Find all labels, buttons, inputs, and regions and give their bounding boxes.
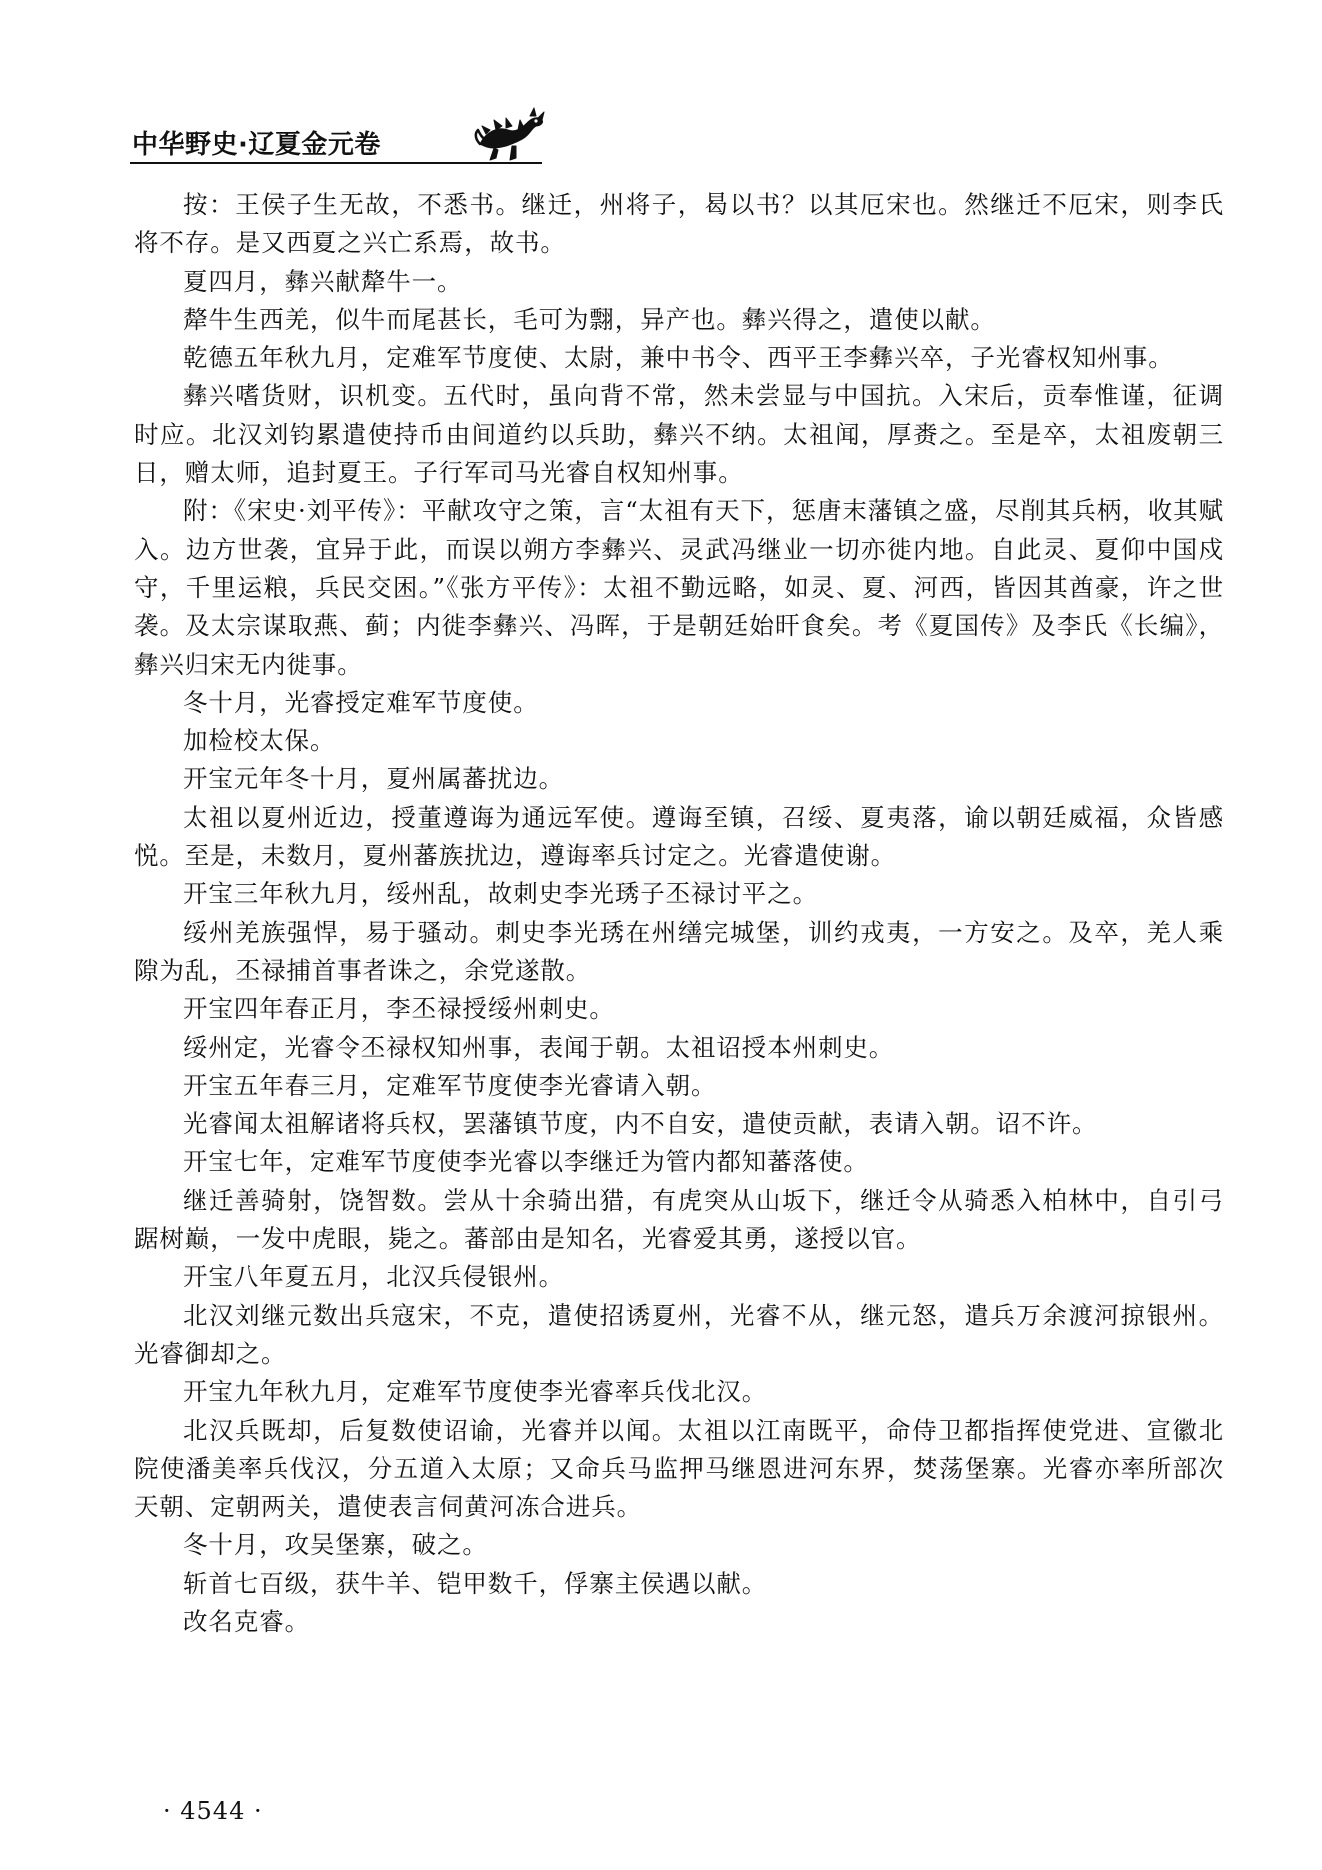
paragraph: 按：王侯子生无故，不悉书。继迁，州将子，曷以书？以其厄宋也。然继迁不厄宋，则李氏将不存。是又西夏之兴亡系焉，故书。 — [134, 190, 1224, 258]
paragraph: 绥州羌族强悍，易于骚动。刺史李光琇在州缮完城堡，训约戎夷，一方安之。及卒，羌人乘隙为乱，丕禄捕首事者诛之，余党遂散。 — [134, 917, 1224, 985]
paragraph: 开宝八年夏五月，北汉兵侵银州。 — [183, 1262, 564, 1292]
paragraph: 开宝七年，定难军节度使李光睿以李继迁为管内都知蕃落使。 — [183, 1147, 869, 1177]
paragraph: 冬十月，攻吴堡寨，破之。 — [183, 1530, 488, 1560]
paragraph: 夏四月，彝兴献犛牛一。 — [183, 266, 463, 296]
dragon-icon — [472, 104, 550, 166]
paragraph: 开宝元年冬十月，夏州属蕃扰边。 — [183, 764, 564, 794]
paragraph: 改名克睿。 — [183, 1606, 310, 1636]
book-title: 中华野史·辽夏金元卷 — [132, 130, 381, 160]
paragraph: 开宝五年春三月，定难军节度使李光睿请入朝。 — [183, 1070, 717, 1100]
paragraph: 北汉兵既却，后复数使诏谕，光睿并以闻。太祖以江南既平，命侍卫都指挥使党进、宣徽北院使潘美率兵伐汉，分五道入太原；又命兵马监押马继恩进河东界，焚荡堡寨。光睿亦率所部次天朝、定朝两关，遣使表言伺黄河冻合进兵。 — [134, 1415, 1224, 1522]
paragraph: 彝兴嗜货财，识机变。五代时，虽向背不常，然未尝显与中国抗。入宋后，贡奉惟谨，征调时应。北汉刘钧累遣使持币由间道约以兵助，彝兴不纳。太祖闻，厚赉之。至是卒，太祖废朝三日，赠太师，追封夏王。子行军司马光睿自权知州事。 — [134, 381, 1224, 488]
paragraph: 光睿闻太祖解诸将兵权，罢藩镇节度，内不自安，遣使贡献，表请入朝。诏不许。 — [183, 1109, 1098, 1139]
paragraph: 附：《宋史·刘平传》：平献攻守之策，言“太祖有天下，惩唐末藩镇之盛，尽削其兵柄，收其赋入。边方世袭，宜异于此，而误以朔方李彝兴、灵武冯继业一切亦徙内地。自此灵、夏仰中国戍守，千里运粮，兵民交困。”《张方平传》：太祖不勤远略，如灵、夏、河西，皆因其酋豪，许之世袭。及太宗谋取燕、蓟；内徙李彝兴、冯晖，于是朝廷始旰食矣。考《夏国传》及李氏《长编》，彝兴归宋无内徙事。 — [134, 496, 1224, 679]
paragraph: 开宝三年秋九月，绥州乱，故刺史李光琇子丕禄讨平之。 — [183, 879, 818, 909]
paragraph: 继迁善骑射，饶智数。尝从十余骑出猎，有虎突从山坂下，继迁令从骑悉入柏林中，自引弓踞树巅，一发中虎眼，毙之。蕃部由是知名，光睿爱其勇，遂授以官。 — [134, 1185, 1224, 1254]
paragraph: 冬十月，光睿授定难军节度使。 — [183, 687, 539, 717]
page-number: · 4544 · — [163, 1797, 263, 1825]
paragraph: 北汉刘继元数出兵寇宋，不克，遣使招诱夏州，光睿不从，继元怒，遣兵万余渡河掠银州。光睿御却之。 — [134, 1300, 1224, 1368]
paragraph: 犛牛生西羌，似牛而尾甚长，毛可为翲，异产也。彝兴得之，遣使以献。 — [183, 304, 996, 334]
paragraph: 加检校太保。 — [183, 726, 336, 756]
body-text — [134, 186, 1224, 1641]
paragraph: 斩首七百级，获牛羊、铠甲数千，俘寨主侯遇以献。 — [183, 1568, 768, 1598]
paragraph: 乾德五年秋九月，定难军节度使、太尉，兼中书令、西平王李彝兴卒，子光睿权知州事。 — [183, 343, 1174, 373]
paragraph: 开宝四年春正月，李丕禄授绥州刺史。 — [183, 994, 615, 1024]
paragraph: 太祖以夏州近边，授董遵诲为通远军使。遵诲至镇，召绥、夏夷落，谕以朝廷威福，众皆感悦。至是，未数月，夏州蕃族扰边，遵诲率兵讨定之。光睿遣使谢。 — [134, 802, 1224, 871]
paragraph: 绥州定，光睿令丕禄权知州事，表闻于朝。太祖诏授本州刺史。 — [183, 1032, 895, 1062]
paragraph: 开宝九年秋九月，定难军节度使李光睿率兵伐北汉。 — [183, 1377, 768, 1407]
